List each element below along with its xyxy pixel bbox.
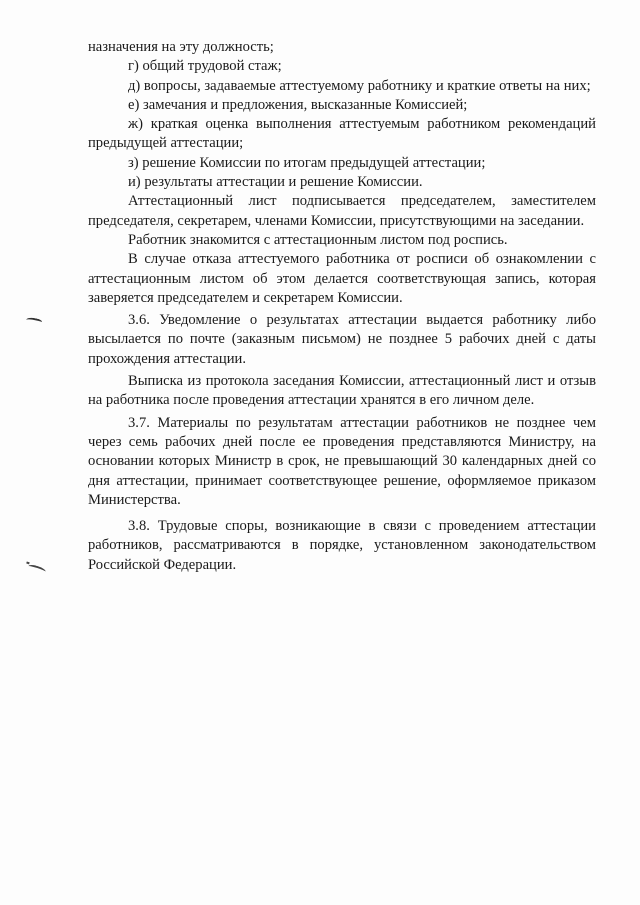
- margin-pen-mark: [26, 316, 43, 325]
- section-3-6: 3.6. Уведомление о результатах аттестации выдается работнику либо высылается по почте (заказным письмом) не позднее 5 рабочих дней с даты прохождения аттестации.: [88, 312, 596, 367]
- paragraph: Работник знакомится с аттестационным листом под роспись.: [128, 231, 508, 248]
- section-3-7: 3.7. Материалы по результатам аттестации работников не позднее чем через семь рабочих дней после ее проведения представляются Министру, на основании которых Министр в срок, не превышающий 30 календарных дней со дня аттестации, принимает соответствующее решение, оформляемое приказом Министерства.: [88, 414, 596, 508]
- list-item-d: д) вопросы, задаваемые аттестуемому работнику и краткие ответы на них;: [128, 77, 591, 94]
- margin-pen-mark: [28, 563, 47, 574]
- paragraph: В случае отказа аттестуемого работника от росписи об ознакомлении с аттестационным листом об этом делается соответствующая запись, которая заверяется председателем и секретарем Комиссии.: [88, 251, 596, 306]
- paragraph: Аттестационный лист подписывается председателем, заместителем председателя, секретарем, членами Комиссии, присутствующими на заседании.: [88, 193, 596, 229]
- list-item-zh: ж) краткая оценка выполнения аттестуемым работником рекомендаций предыдущей аттестации;: [88, 116, 596, 152]
- list-item-i: и) результаты аттестации и решение Комиссии.: [128, 174, 423, 191]
- document-body: [88, 38, 596, 575]
- list-item-e: е) замечания и предложения, высказанные Комиссией;: [128, 96, 468, 113]
- list-item-g: г) общий трудовой стаж;: [128, 58, 282, 75]
- paragraph: назначения на эту должность;: [88, 39, 274, 55]
- section-3-8: 3.8. Трудовые споры, возникающие в связи с проведением аттестации работников, рассматриваются в порядке, установленном законодательством Российской Федерации.: [88, 518, 596, 573]
- list-item-z: з) решение Комиссии по итогам предыдущей аттестации;: [128, 154, 486, 171]
- paragraph: Выписка из протокола заседания Комиссии, аттестационный лист и отзыв на работника после проведения аттестации хранятся в его личном деле.: [88, 373, 596, 409]
